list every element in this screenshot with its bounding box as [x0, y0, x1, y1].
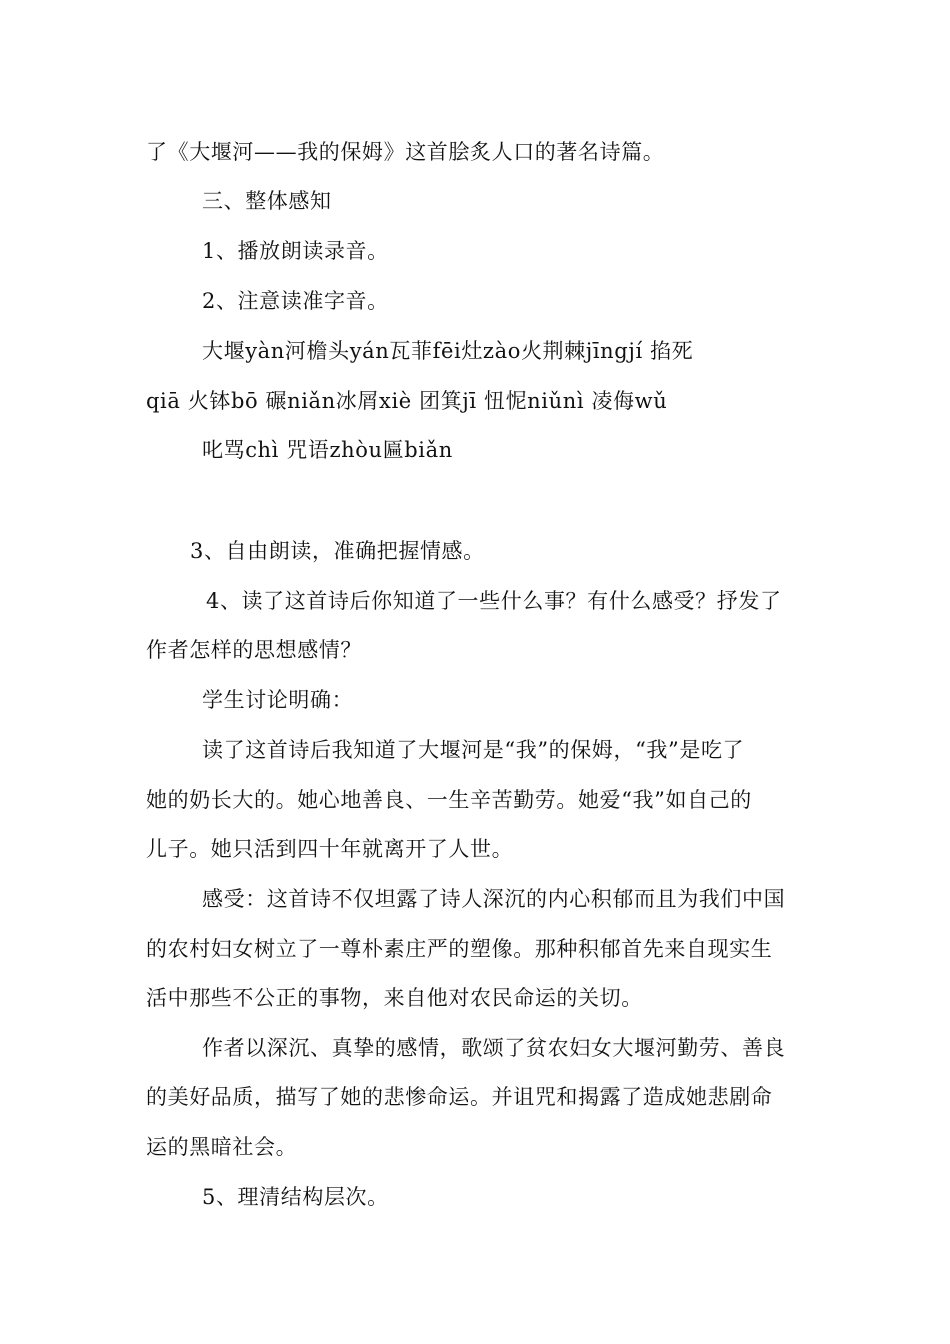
paragraph-line: 读了这首诗后我知道了大堰河是“我”的保姆，“我”是吃了 — [202, 738, 745, 762]
paragraph-line: 运的黑暗社会。 — [146, 1135, 298, 1159]
pinyin-line: qiā 火钵bō 碾niǎn冰屑xiè 团箕jī 忸怩niǔnì 凌侮wǔ — [146, 389, 668, 413]
list-item: 3、自由朗读，准确把握情感。 — [190, 539, 485, 563]
paragraph-line: 作者以深沉、真挚的感情，歌颂了贫农妇女大堰河勤劳、善良 — [202, 1036, 786, 1060]
pinyin-line: 叱骂chì 咒语zhòu匾biǎn — [202, 438, 453, 462]
paragraph-line: 的农村妇女树立了一尊朴素庄严的塑像。那种积郁首先来自现实生 — [146, 937, 773, 961]
paragraph-line: 的美好品质，描写了她的悲惨命运。并诅咒和揭露了造成她悲剧命 — [146, 1085, 773, 1109]
paragraph-line: 了《大堰河——我的保姆》这首脍炙人口的著名诗篇。 — [146, 140, 665, 164]
paragraph-line: 作者怎样的思想感情？ — [146, 638, 362, 662]
paragraph-line: 学生讨论明确： — [202, 688, 354, 712]
paragraph-line: 她的奶长大的。她心地善良、一生辛苦勤劳。她爱“我”如自己的 — [146, 788, 752, 812]
paragraph-line: 儿子。她只活到四十年就离开了人世。 — [146, 837, 514, 861]
list-item: 5、理清结构层次。 — [202, 1185, 389, 1209]
pinyin-line: 大堰yàn河檐头yán瓦菲fēi灶zào火荆棘jīngjí 掐死 — [202, 339, 694, 363]
list-item: 4、读了这首诗后你知道了一些什么事？有什么感受？抒发了 — [206, 589, 782, 613]
section-heading: 三、整体感知 — [202, 189, 332, 213]
paragraph-line: 感受：这首诗不仅坦露了诗人深沉的内心积郁而且为我们中国 — [202, 887, 786, 911]
paragraph-line: 活中那些不公正的事物，来自他对农民命运的关切。 — [146, 986, 643, 1010]
list-item: 1、播放朗读录音。 — [202, 239, 389, 263]
list-item: 2、注意读准字音。 — [202, 289, 389, 313]
